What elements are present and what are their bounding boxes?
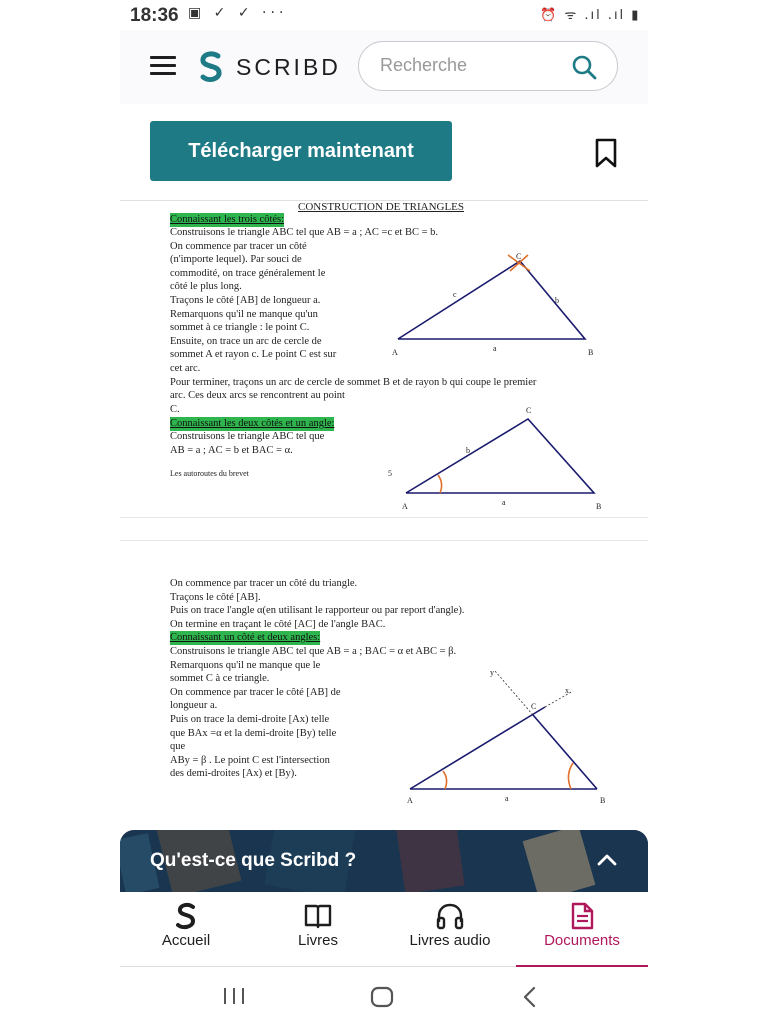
text-line: que BAx =α et la demi-droite [By) telle (170, 727, 337, 739)
nav-item-documents[interactable] (516, 892, 648, 967)
section-heading: Connaissant les deux côtés et un angle: (170, 418, 335, 429)
app-header (120, 30, 648, 104)
text-line: sommet A et rayon c. Le point C est sur (170, 349, 337, 361)
scribd-home-icon (171, 901, 201, 931)
text-line: longueur a. (170, 700, 218, 712)
search-placeholder: Recherche (380, 55, 468, 75)
doc-title: CONSTRUCTION DE TRIANGLES (298, 201, 465, 213)
what-is-scribd-banner[interactable] (120, 830, 648, 892)
recent-apps-icon[interactable] (222, 986, 246, 1006)
headphones-icon (435, 901, 465, 931)
system-status-icons: ⏰ ᯤ .ıl .ıl ▮ (540, 8, 641, 23)
logo-text: SCRIBD (236, 53, 341, 80)
document-page-1 (120, 200, 648, 518)
text-line: Traçons le côté [AB]. (170, 591, 261, 603)
vertex-label: B (600, 796, 606, 805)
text-line: des demi-droites [Ax) et [By). (170, 768, 297, 780)
text-line: On termine en traçant le côté [AC] de l'angle BAC. (170, 618, 386, 630)
notification-icons: ▣ ✓ ✓ ··· (188, 5, 288, 21)
side-label: a (493, 344, 497, 353)
nav-item-livres-audio[interactable] (384, 892, 516, 967)
text-line: On commence par tracer un côté du triangle. (170, 578, 358, 589)
document-icon (567, 901, 597, 931)
vertex-label: C (531, 702, 537, 711)
book-icon (303, 901, 333, 931)
vertex-label: A (402, 502, 408, 511)
side-label: a (502, 498, 506, 507)
back-icon[interactable] (522, 986, 538, 1008)
vertex-label: A (392, 348, 398, 357)
text-line: (n'importe lequel). Par souci de (170, 254, 302, 266)
text-line: ABy = β . Le point C est l'intersection (170, 754, 330, 766)
triangle-figure-3 (405, 665, 615, 805)
text-line: sommet à ce triangle : le point C. (170, 322, 310, 334)
system-navigation-bar (0, 968, 768, 1024)
scribd-logo-icon (198, 51, 224, 83)
nav-item-livres[interactable] (252, 892, 384, 967)
vertex-label: C (516, 252, 522, 261)
side-label: b (466, 446, 470, 455)
doc-page-number: 5 (388, 469, 392, 478)
text-line: On commence par tracer le côté [AB] de (170, 686, 341, 698)
text-line: Construisons le triangle ABC tel que (170, 431, 325, 442)
text-line: Pour terminer, traçons un arc de cercle de sommet B et de rayon b qui coupe le premier (170, 376, 537, 388)
text-line: Traçons le côté [AB] de longueur a. (170, 295, 321, 306)
text-line: Ensuite, on trace un arc de cercle de (170, 335, 322, 347)
doc-footer-left: Les autoroutes du brevet (170, 469, 249, 478)
action-row (120, 104, 648, 200)
triangle-figure-2 (398, 403, 608, 515)
nav-item-accueil[interactable] (120, 892, 252, 967)
text-line: Construisons le triangle ABC tel que AB = a ; AC =c et BC = b. (170, 227, 439, 238)
text-line: Remarquons qu'il ne manque qu'un (170, 308, 318, 320)
status-bar (0, 0, 768, 30)
chevron-up-icon[interactable] (596, 852, 618, 868)
vertex-label: C (526, 406, 532, 415)
text-line: côté le plus long. (170, 281, 242, 293)
vertex-label: A (407, 796, 413, 805)
vertex-label: B (588, 348, 594, 357)
triangle-figure-1 (390, 251, 600, 361)
bookmark-icon[interactable] (594, 138, 618, 168)
nav-label: Documents (544, 932, 620, 949)
status-time: 18:36 (130, 5, 179, 26)
text-line: Construisons le triangle ABC tel que AB = a ; BAC = α et ABC = β. (170, 646, 457, 657)
text-line: cet arc. (170, 363, 201, 374)
text-line: Puis on trace la demi-droite [Ax) telle (170, 714, 330, 725)
section-heading: Connaissant un côté et deux angles: (170, 632, 321, 643)
download-button[interactable]: Télécharger maintenant (150, 121, 452, 181)
nav-label: Accueil (161, 932, 211, 949)
side-label: b (555, 296, 559, 305)
text-line: AB = a ; AC = b et BAC = α. (170, 444, 293, 456)
banner-text: Qu'est-ce que Scribd ? (150, 850, 357, 871)
text-line: que (170, 741, 186, 753)
text-line: Remarquons qu'il ne manque que le (170, 659, 321, 671)
hamburger-menu-icon[interactable] (150, 56, 176, 76)
text-line: sommet C à ce triangle. (170, 673, 270, 685)
ray-label: y (490, 668, 494, 677)
side-label: a (505, 794, 509, 803)
vertex-label: B (596, 502, 602, 511)
text-line: Puis on trace l'angle α(en utilisant le rapporteur ou par report d'angle). (170, 605, 465, 617)
nav-label: Livres (297, 932, 338, 949)
side-label: c (453, 290, 457, 299)
text-line: arc. Ces deux arcs se rencontrent au point (170, 390, 345, 402)
home-button-icon[interactable] (370, 986, 394, 1008)
section-heading: Connaissant les trois côtés: (170, 214, 285, 225)
ray-label: x (565, 686, 569, 695)
text-line: On commence par tracer un côté (170, 240, 307, 252)
nav-label: Livres audio (409, 932, 491, 949)
document-page-2 (120, 540, 648, 812)
bottom-navigation (120, 892, 648, 967)
text-line: C. (170, 403, 180, 415)
text-line: commodité, on trace généralement le (170, 267, 326, 279)
search-icon[interactable] (571, 54, 597, 80)
scribd-logo[interactable] (198, 50, 341, 84)
search-input[interactable] (358, 41, 618, 91)
